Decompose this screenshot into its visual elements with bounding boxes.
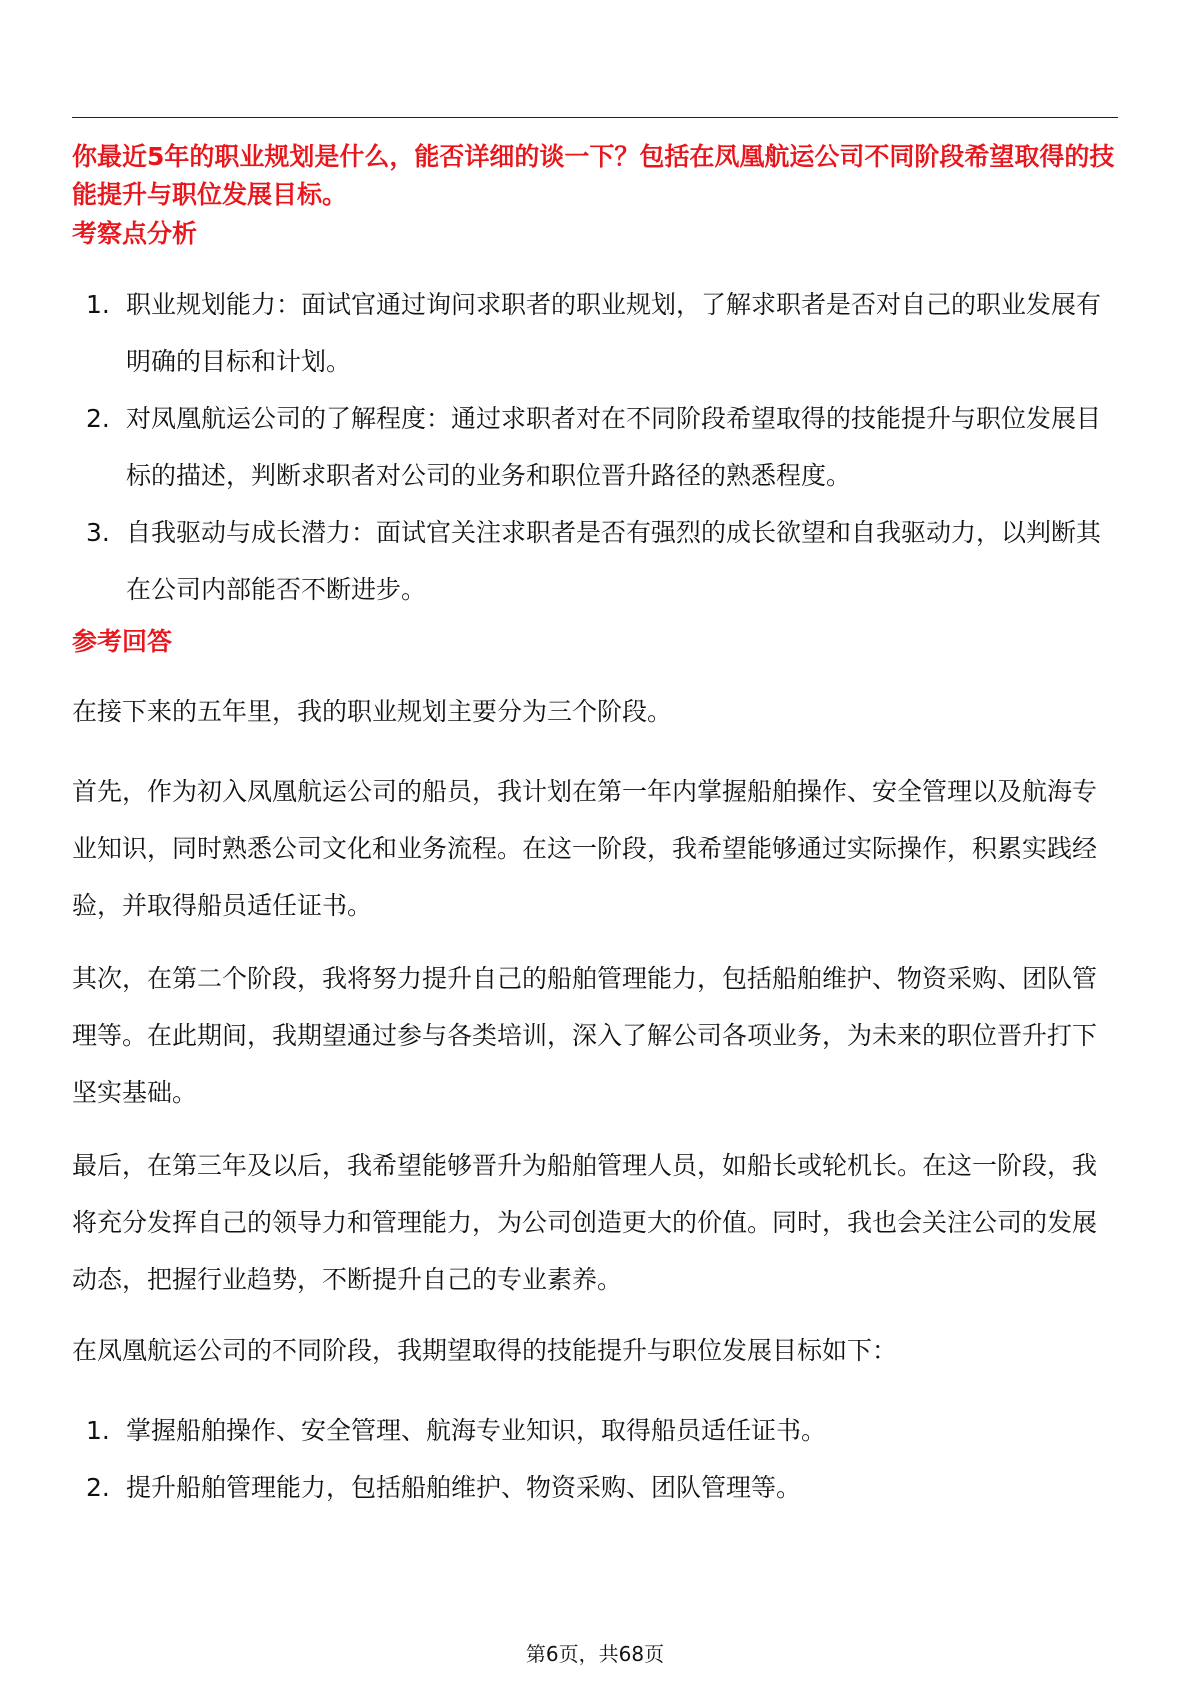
page-footer: 第6页，共68页 bbox=[525, 1642, 665, 1666]
list-item bbox=[72, 1402, 1118, 1459]
analysis-heading: 考察点分析 bbox=[72, 219, 198, 248]
list-number: 1. bbox=[86, 1416, 110, 1445]
answer-paragraph: 其次，在第二个阶段，我将努力提升自己的船舶管理能力，包括船舶维护、物资采购、团队管理等。在此期间，我期望通过参与各类培训，深入了解公司各项业务，为未来的职位晋升打下坚实基础。 bbox=[72, 964, 1098, 1107]
list-item bbox=[72, 276, 1118, 390]
answer-paragraph: 在凤凰航运公司的不同阶段，我期望取得的技能提升与职位发展目标如下： bbox=[72, 1336, 898, 1365]
answer-paragraph: 首先，作为初入凤凰航运公司的船员，我计划在第一年内掌握船舶操作、安全管理以及航海专业知识，同时熟悉公司文化和业务流程。在这一阶段，我希望能够通过实际操作，积累实践经验，并取得船员适任证书。 bbox=[72, 777, 1098, 920]
list-number: 2. bbox=[86, 1473, 110, 1502]
list-number: 1. bbox=[86, 290, 110, 319]
answer-paragraph: 在接下来的五年里，我的职业规划主要分为三个阶段。 bbox=[72, 697, 673, 726]
list-item bbox=[72, 1459, 1118, 1516]
question-title: 你最近5年的职业规划是什么，能否详细的谈一下？包括在凤凰航运公司不同阶段希望取得的技能提升与职位发展目标。 bbox=[72, 142, 1115, 209]
list-item-text: 职业规划能力：面试官通过询问求职者的职业规划，了解求职者是否对自己的职业发展有明确的目标和计划。 bbox=[126, 290, 1102, 376]
list-item bbox=[72, 504, 1118, 618]
list-number: 3. bbox=[86, 518, 110, 547]
analysis-list bbox=[72, 276, 1118, 618]
list-item-text: 自我驱动与成长潜力：面试官关注求职者是否有强烈的成长欲望和自我驱动力，以判断其在公司内部能否不断进步。 bbox=[126, 518, 1102, 604]
goals-list bbox=[72, 1402, 1118, 1516]
answer-heading: 参考回答 bbox=[72, 627, 173, 656]
list-item-text: 掌握船舶操作、安全管理、航海专业知识，取得船员适任证书。 bbox=[126, 1416, 827, 1445]
answer-paragraph: 最后，在第三年及以后，我希望能够晋升为船舶管理人员，如船长或轮机长。在这一阶段，我将充分发挥自己的领导力和管理能力，为公司创造更大的价值。同时，我也会关注公司的发展动态，把握行业趋势，不断提升自己的专业素养。 bbox=[72, 1151, 1098, 1294]
list-item-text: 提升船舶管理能力，包括船舶维护、物资采购、团队管理等。 bbox=[126, 1473, 802, 1502]
list-item-text: 对凤凰航运公司的了解程度：通过求职者对在不同阶段希望取得的技能提升与职位发展目标的描述，判断求职者对公司的业务和职位晋升路径的熟悉程度。 bbox=[126, 404, 1102, 490]
list-item bbox=[72, 390, 1118, 504]
list-number: 2. bbox=[86, 404, 110, 433]
header-rule bbox=[72, 117, 1118, 118]
